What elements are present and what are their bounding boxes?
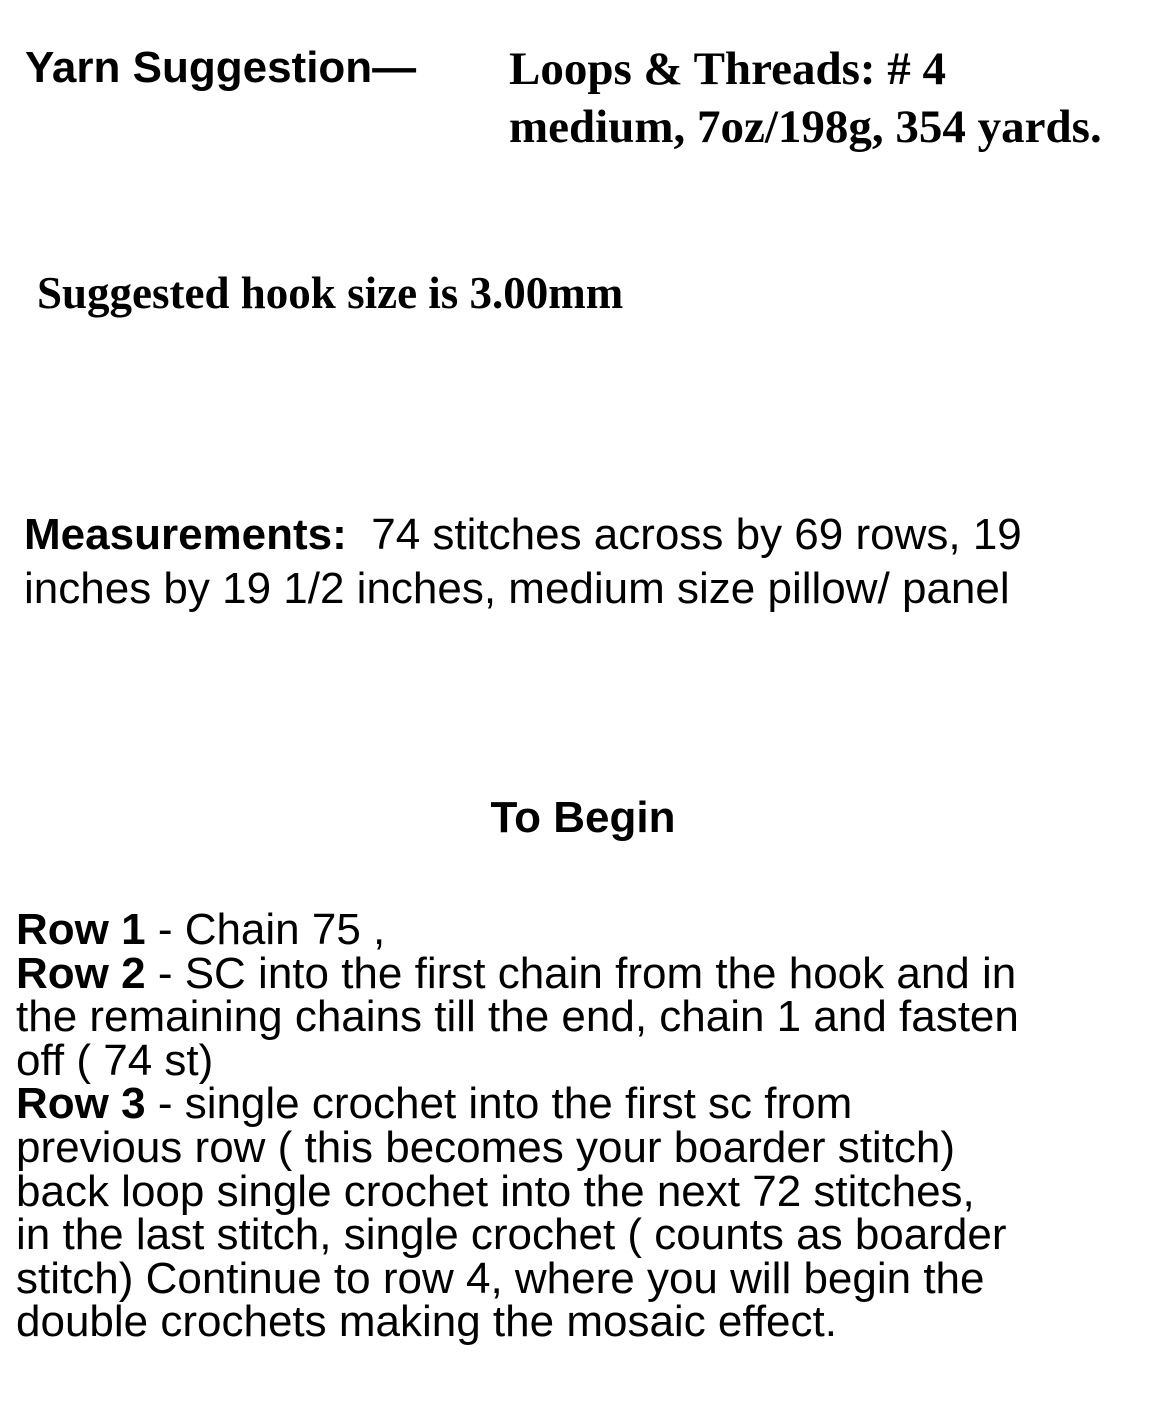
measurements-label: Measurements: xyxy=(24,510,347,559)
row-1-line-1 xyxy=(16,905,1019,954)
row-1-text: - Chain 75 , xyxy=(157,905,386,954)
row-instructions xyxy=(16,905,1019,1347)
row-3-line-5: stitch) Continue to row 4, where you will begin the xyxy=(16,1253,985,1303)
row-1-label: Row 1 xyxy=(16,905,146,954)
row-2-text-1: - SC into the first chain from the hook and in xyxy=(157,948,1017,998)
yarn-details-line-2: medium, 7oz/198g, 354 yards. xyxy=(509,101,1102,153)
measurements-block xyxy=(24,508,1022,616)
row-2-line-2: the remaining chains till the end, chain 1 and fasten xyxy=(16,992,1019,1042)
row-3-line-2: previous row ( this becomes your boarder stitch) xyxy=(16,1122,956,1172)
row-2-line-1 xyxy=(16,948,1019,998)
row-3-line-6: double crochets making the mosaic effect. xyxy=(16,1297,837,1347)
row-3-line-3: back loop single crochet into the next 72 stitches, xyxy=(16,1166,975,1216)
row-3-label: Row 3 xyxy=(16,1079,146,1129)
yarn-suggestion-label: Yarn Suggestion— xyxy=(25,43,417,92)
row-3-line-4: in the last stitch, single crochet ( counts as boarder xyxy=(16,1210,1007,1260)
row-2-line-3: off ( 74 st) xyxy=(16,1035,214,1085)
section-heading xyxy=(0,790,1164,846)
row-3-line-1 xyxy=(16,1079,1019,1129)
measurements-line-1 xyxy=(24,508,1022,562)
row-3-text-1: - single crochet into the first sc from xyxy=(157,1079,853,1129)
yarn-details xyxy=(509,40,1102,156)
yarn-details-line-1: Loops & Threads: # 4 xyxy=(509,43,947,95)
hook-size-text: Suggested hook size is 3.00mm xyxy=(37,268,624,318)
measurements-line-1-text: 74 stitches across by 69 rows, 19 xyxy=(371,510,1022,559)
row-2-label: Row 2 xyxy=(16,948,146,998)
measurements-line-2: inches by 19 1/2 inches, medium size pillow/ panel xyxy=(24,564,1010,613)
to-begin-heading: To Begin xyxy=(490,793,676,842)
